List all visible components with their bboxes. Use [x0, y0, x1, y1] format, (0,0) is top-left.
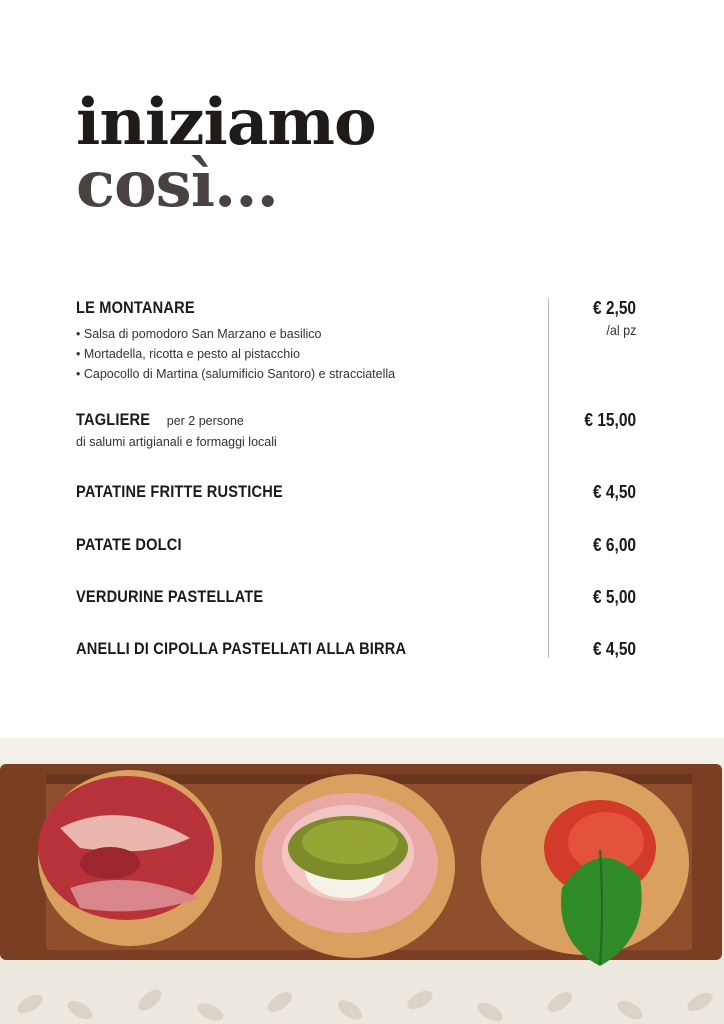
menu-item-anelli-cipolla: [76, 639, 636, 661]
item-price: € 15,00: [584, 410, 636, 430]
item-name: VERDURINE PASTELLATE: [76, 587, 264, 606]
title-line-2: così...: [76, 147, 278, 222]
item-name: TAGLIERE: [76, 410, 151, 429]
item-price: € 2,50: [592, 298, 636, 318]
page-title: [76, 85, 376, 222]
item-name: PATATE DOLCI: [76, 535, 182, 554]
bullet-3: • Capocollo di Martina (salumificio Santoro) e stracciatella: [76, 364, 636, 384]
bullet-1: • Salsa di pomodoro San Marzano e basilico: [76, 324, 636, 344]
item-bullets: [76, 324, 636, 384]
food-illustration: [0, 738, 724, 1024]
item-name: LE MONTANARE: [76, 298, 195, 317]
montanara-mortadella: [255, 774, 455, 958]
item-price: € 6,00: [592, 535, 636, 555]
item-name: PATATINE FRITTE RUSTICHE: [76, 482, 283, 501]
menu-item-montanare: [76, 298, 636, 384]
item-name: ANELLI DI CIPOLLA PASTELLATI ALLA BIRRA: [76, 639, 407, 658]
item-price: € 5,00: [592, 587, 636, 607]
item-price: € 4,50: [592, 639, 636, 659]
menu-item-patate-dolci: [76, 535, 636, 557]
item-note: per 2 persone: [166, 414, 244, 428]
item-description: di salumi artigianali e formaggi locali: [76, 435, 277, 449]
title-line-1: iniziamo: [76, 85, 376, 160]
menu-item-patatine: [76, 482, 636, 504]
item-price: € 4,50: [592, 482, 636, 502]
food-photo: [0, 738, 724, 1024]
bullet-2: • Mortadella, ricotta e pesto al pistacchio: [76, 344, 636, 364]
leaf-pattern: [14, 986, 715, 1024]
item-unit: /al pz: [605, 322, 636, 338]
menu-item-verdurine: [76, 587, 636, 609]
menu-item-tagliere: [76, 410, 636, 452]
montanara-capocollo: [38, 770, 222, 946]
